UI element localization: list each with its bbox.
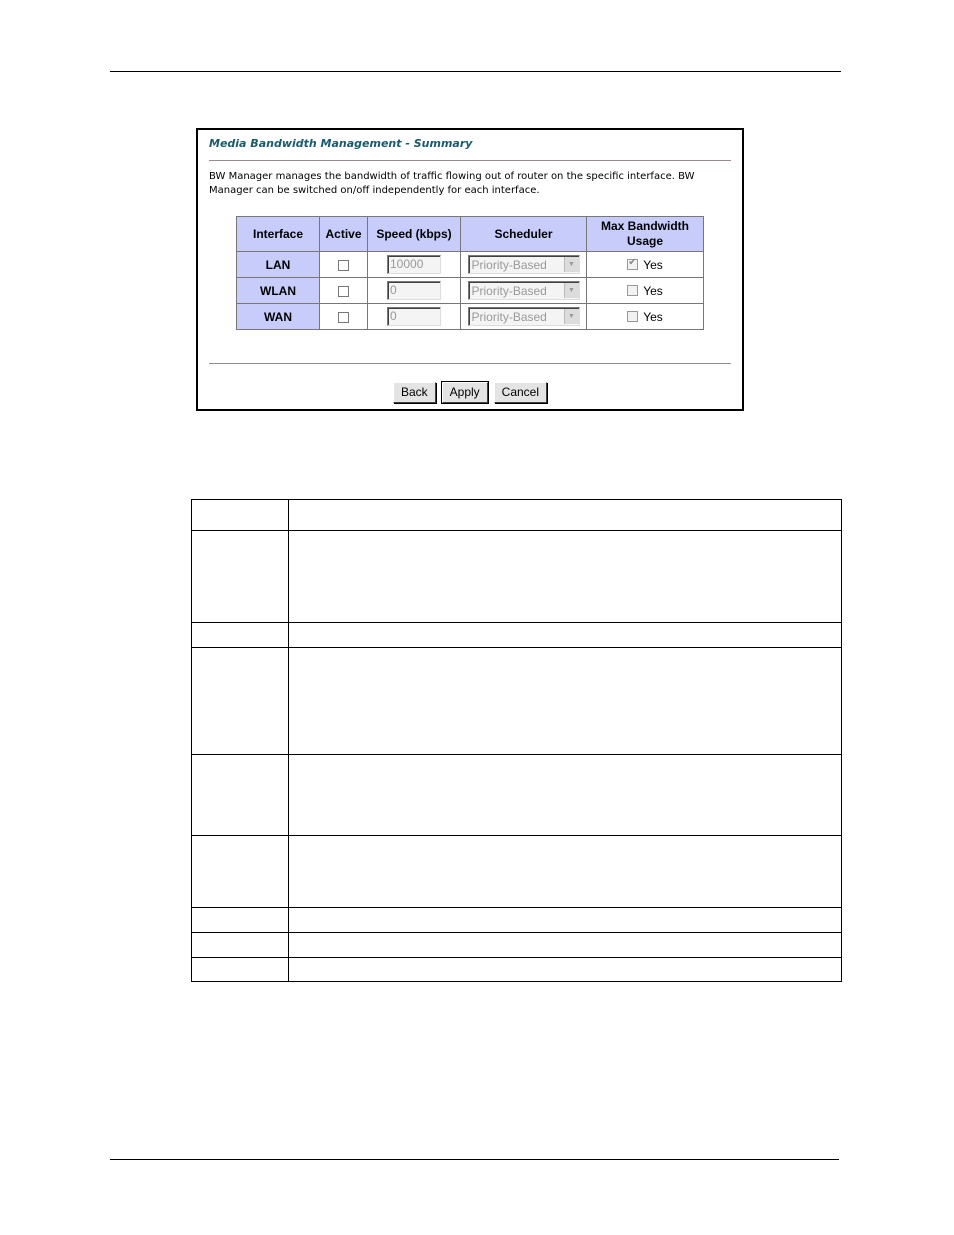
active-checkbox[interactable] — [338, 312, 349, 323]
speed-input[interactable]: 0 — [387, 281, 441, 300]
header-speed: Speed (kbps) — [368, 217, 461, 252]
speed-input[interactable]: 10000 — [387, 255, 441, 274]
bandwidth-table — [236, 216, 704, 330]
active-cell — [320, 252, 368, 278]
footer-divider — [209, 363, 731, 364]
scheduler-cell — [461, 278, 587, 304]
table-row — [237, 252, 704, 278]
scheduler-cell — [461, 304, 587, 330]
table-row — [192, 958, 842, 982]
field-description-table — [191, 499, 842, 982]
title-divider — [209, 160, 731, 161]
header-interface: Interface — [237, 217, 320, 252]
max-bandwidth-checkbox[interactable] — [627, 259, 638, 270]
scheduler-select[interactable] — [468, 281, 580, 300]
table-row — [192, 755, 842, 836]
speed-cell — [368, 304, 461, 330]
table-row — [192, 836, 842, 908]
scheduler-select[interactable] — [468, 255, 580, 274]
table-header-row — [237, 217, 704, 252]
scheduler-value: Priority-Based — [471, 283, 547, 298]
bandwidth-summary-panel — [196, 128, 744, 411]
apply-button[interactable]: Apply — [442, 382, 488, 403]
page-footer-rule — [110, 1159, 839, 1160]
active-cell — [320, 304, 368, 330]
max-bandwidth-cell — [587, 252, 704, 278]
interface-name: LAN — [237, 252, 320, 278]
panel-title: Media Bandwidth Management - Summary — [209, 137, 473, 150]
chevron-down-icon: ▼ — [564, 309, 579, 324]
table-row — [192, 531, 842, 623]
max-bandwidth-checkbox[interactable] — [627, 311, 638, 322]
interface-name: WLAN — [237, 278, 320, 304]
header-active: Active — [320, 217, 368, 252]
scheduler-value: Priority-Based — [471, 257, 547, 272]
cancel-button[interactable]: Cancel — [494, 382, 547, 403]
table-row — [192, 500, 842, 531]
active-checkbox[interactable] — [338, 286, 349, 297]
max-bandwidth-label: Yes — [643, 257, 663, 272]
interface-name: WAN — [237, 304, 320, 330]
max-bandwidth-label: Yes — [643, 283, 663, 298]
scheduler-cell — [461, 252, 587, 278]
table-row — [192, 648, 842, 755]
page-header-rule — [110, 71, 841, 72]
max-bandwidth-cell — [587, 304, 704, 330]
scheduler-select[interactable] — [468, 307, 580, 326]
panel-description: BW Manager manages the bandwidth of traffic flowing out of router on the specific interface. BW Manager can be switched on/off independently for each interface. — [209, 171, 695, 196]
header-scheduler: Scheduler — [461, 217, 587, 252]
table-row — [192, 933, 842, 958]
max-bandwidth-label: Yes — [643, 309, 663, 324]
table-row — [192, 623, 842, 648]
header-max-bandwidth: Max Bandwidth Usage — [587, 217, 704, 252]
max-bandwidth-checkbox[interactable] — [627, 285, 638, 296]
speed-input[interactable]: 0 — [387, 307, 441, 326]
speed-cell — [368, 252, 461, 278]
back-button[interactable]: Back — [393, 382, 436, 403]
table-row — [237, 304, 704, 330]
table-row — [237, 278, 704, 304]
table-row — [192, 908, 842, 933]
max-bandwidth-cell — [587, 278, 704, 304]
speed-cell — [368, 278, 461, 304]
chevron-down-icon: ▼ — [564, 283, 579, 298]
chevron-down-icon: ▼ — [564, 257, 579, 272]
scheduler-value: Priority-Based — [471, 309, 547, 324]
active-cell — [320, 278, 368, 304]
button-bar — [198, 382, 742, 403]
active-checkbox[interactable] — [338, 260, 349, 271]
